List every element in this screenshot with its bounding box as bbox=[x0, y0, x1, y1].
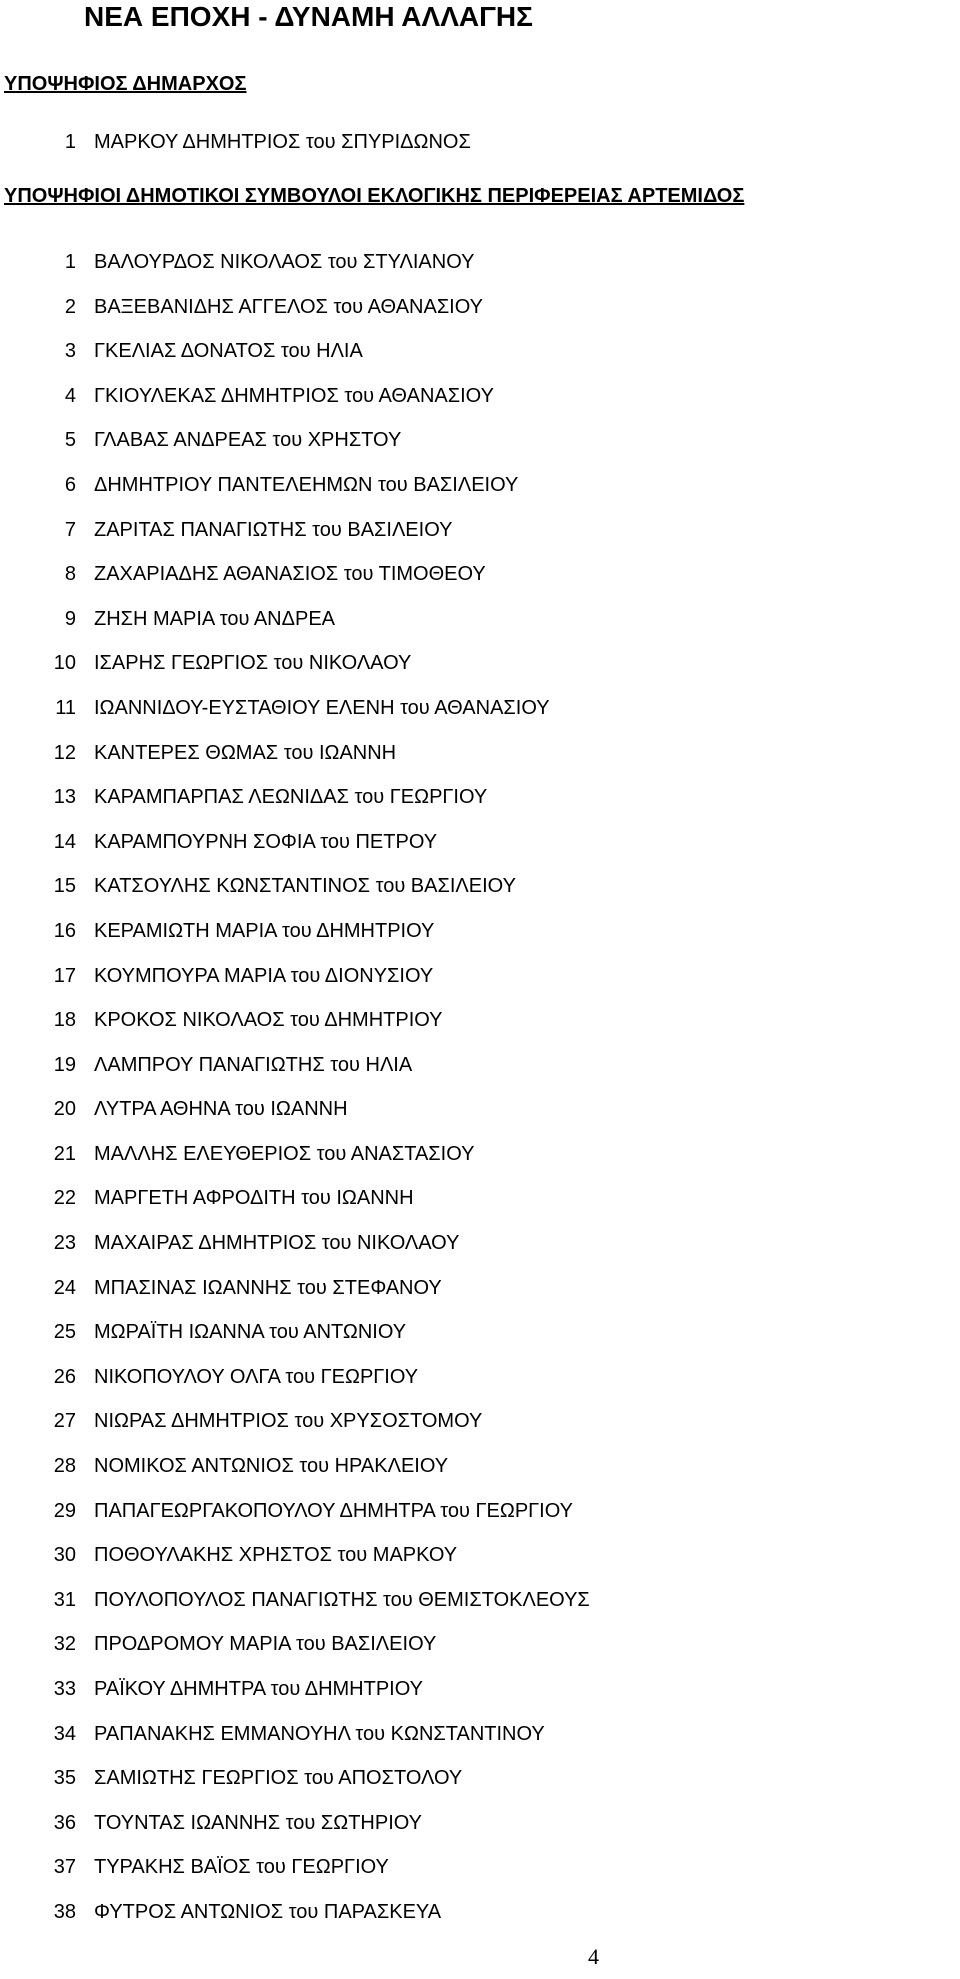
candidate-number: 23 bbox=[53, 1232, 76, 1255]
mayor-section-heading: ΥΠΟΨΗΦΙΟΣ ΔΗΜΑΡΧΟΣ bbox=[4, 73, 247, 95]
council-candidate-row bbox=[0, 1087, 960, 1132]
candidate-name: ΖΗΣΗ ΜΑΡΙΑ του ΑΝΔΡΕΑ bbox=[94, 607, 336, 630]
candidate-number: 15 bbox=[53, 875, 76, 898]
council-candidate-row bbox=[0, 463, 960, 508]
candidate-number: 5 bbox=[64, 429, 76, 452]
candidate-number: 8 bbox=[64, 563, 76, 586]
council-candidate-row bbox=[0, 1043, 960, 1088]
candidate-name: ΜΑΡΚΟΥ ΔΗΜΗΤΡΙΟΣ του ΣΠΥΡΙΔΩΝΟΣ bbox=[94, 131, 471, 153]
candidate-name: ΜΑΡΓΕΤΗ ΑΦΡΟΔΙΤΗ του ΙΩΑΝΝΗ bbox=[94, 1187, 414, 1210]
candidate-number: 6 bbox=[64, 473, 76, 496]
candidate-number: 22 bbox=[53, 1187, 76, 1210]
candidate-name: ΣΑΜΙΩΤΗΣ ΓΕΩΡΓΙΟΣ του ΑΠΟΣΤΟΛΟΥ bbox=[94, 1767, 463, 1790]
candidate-name: ΝΙΩΡΑΣ ΔΗΜΗΤΡΙΟΣ του ΧΡΥΣΟΣΤΟΜΟΥ bbox=[94, 1410, 483, 1433]
council-candidate-row bbox=[0, 1221, 960, 1266]
candidate-number: 7 bbox=[64, 518, 76, 541]
mayor-candidate-row bbox=[0, 120, 471, 164]
council-candidate-row bbox=[0, 1132, 960, 1177]
candidate-name: ΚΕΡΑΜΙΩΤΗ ΜΑΡΙΑ του ΔΗΜΗΤΡΙΟΥ bbox=[94, 919, 435, 942]
council-candidate-row bbox=[0, 1489, 960, 1534]
council-candidate-row bbox=[0, 775, 960, 820]
candidate-name: ΖΑΧΑΡΙΑΔΗΣ ΑΘΑΝΑΣΙΟΣ του ΤΙΜΟΘΕΟΥ bbox=[94, 563, 486, 586]
candidate-name: ΡΑΪΚΟΥ ΔΗΜΗΤΡΑ του ΔΗΜΗΤΡΙΟΥ bbox=[94, 1678, 423, 1700]
candidate-number: 26 bbox=[53, 1365, 76, 1388]
council-candidate-row bbox=[0, 285, 960, 330]
candidate-number: 10 bbox=[53, 652, 76, 675]
candidate-number: 37 bbox=[53, 1856, 76, 1879]
council-candidate-row bbox=[0, 1176, 960, 1221]
candidate-name: ΠΟΥΛΟΠΟΥΛΟΣ ΠΑΝΑΓΙΩΤΗΣ του ΘΕΜΙΣΤΟΚΛΕΟΥΣ bbox=[94, 1588, 590, 1611]
candidate-number: 13 bbox=[53, 786, 76, 809]
council-candidate-row bbox=[0, 1622, 960, 1667]
council-candidate-row bbox=[0, 1667, 960, 1712]
council-candidate-row bbox=[0, 731, 960, 776]
candidate-name: ΒΑΞΕΒΑΝΙΔΗΣ ΑΓΓΕΛΟΣ του ΑΘΑΝΑΣΙΟΥ bbox=[94, 295, 483, 318]
candidate-name: ΛΥΤΡΑ ΑΘΗΝΑ του ΙΩΑΝΝΗ bbox=[94, 1098, 348, 1121]
candidate-number: 17 bbox=[53, 964, 76, 987]
candidate-name: ΚΑΝΤΕΡΕΣ ΘΩΜΑΣ του ΙΩΑΝΝΗ bbox=[94, 741, 397, 764]
council-candidate-row bbox=[0, 508, 960, 553]
candidate-number: 3 bbox=[64, 340, 76, 363]
candidate-number: 1 bbox=[64, 251, 76, 273]
candidate-name: ΤΟΥΝΤΑΣ ΙΩΑΝΝΗΣ του ΣΩΤΗΡΙΟΥ bbox=[94, 1811, 422, 1834]
council-candidate-row bbox=[0, 1801, 960, 1846]
candidate-name: ΝΙΚΟΠΟΥΛΟΥ ΟΛΓΑ του ΓΕΩΡΓΙΟΥ bbox=[94, 1365, 419, 1388]
candidate-name: ΠΑΠΑΓΕΩΡΓΑΚΟΠΟΥΛΟΥ ΔΗΜΗΤΡΑ του ΓΕΩΡΓΙΟΥ bbox=[94, 1499, 573, 1522]
candidate-number: 12 bbox=[53, 741, 76, 764]
council-candidate-row bbox=[0, 552, 960, 597]
council-candidate-row bbox=[0, 240, 960, 285]
council-candidate-row bbox=[0, 1890, 960, 1935]
candidate-number: 19 bbox=[53, 1053, 76, 1076]
candidate-name: ΙΩΑΝΝΙΔΟΥ-ΕΥΣΤΑΘΙΟΥ ΕΛΕΝΗ του ΑΘΑΝΑΣΙΟΥ bbox=[94, 696, 550, 719]
council-candidate-row bbox=[0, 864, 960, 909]
candidate-number: 28 bbox=[53, 1455, 76, 1478]
candidate-number: 24 bbox=[53, 1276, 76, 1299]
candidate-number: 20 bbox=[53, 1098, 76, 1121]
candidate-name: ΡΑΠΑΝΑΚΗΣ ΕΜΜΑΝΟΥΗΛ του ΚΩΝΣΤΑΝΤΙΝΟΥ bbox=[94, 1722, 545, 1745]
council-candidate-row bbox=[0, 998, 960, 1043]
candidate-number: 35 bbox=[53, 1767, 76, 1790]
candidate-name: ΚΟΥΜΠΟΥΡΑ ΜΑΡΙΑ του ΔΙΟΝΥΣΙΟΥ bbox=[94, 964, 434, 987]
council-candidate-row bbox=[0, 909, 960, 954]
candidate-name: ΠΡΟΔΡΟΜΟΥ ΜΑΡΙΑ του ΒΑΣΙΛΕΙΟΥ bbox=[94, 1633, 437, 1656]
council-candidate-row bbox=[0, 1845, 960, 1890]
candidate-name: ΒΑΛΟΥΡΔΟΣ ΝΙΚΟΛΑΟΣ του ΣΤΥΛΙΑΝΟΥ bbox=[94, 251, 475, 273]
candidate-name: ΙΣΑΡΗΣ ΓΕΩΡΓΙΟΣ του ΝΙΚΟΛΑΟΥ bbox=[94, 652, 412, 675]
candidate-number: 9 bbox=[64, 607, 76, 630]
candidate-number: 4 bbox=[64, 384, 76, 407]
candidate-name: ΜΑΛΛΗΣ ΕΛΕΥΘΕΡΙΟΣ του ΑΝΑΣΤΑΣΙΟΥ bbox=[94, 1142, 475, 1165]
council-candidate-list bbox=[0, 240, 960, 1935]
council-candidate-row bbox=[0, 1756, 960, 1801]
candidate-number: 27 bbox=[53, 1410, 76, 1433]
page-number: 4 bbox=[588, 1944, 599, 1969]
council-candidate-row bbox=[0, 1355, 960, 1400]
council-candidate-row bbox=[0, 1533, 960, 1578]
council-section-heading: ΥΠΟΨΗΦΙΟΙ ΔΗΜΟΤΙΚΟΙ ΣΥΜΒΟΥΛΟΙ ΕΚΛΟΓΙΚΗΣ ΠΕΡΙΦΕΡΕΙΑΣ ΑΡΤΕΜΙΔΟΣ bbox=[4, 185, 745, 207]
candidate-name: ΛΑΜΠΡΟΥ ΠΑΝΑΓΙΩΤΗΣ του ΗΛΙΑ bbox=[94, 1053, 413, 1076]
council-candidate-row bbox=[0, 1578, 960, 1623]
council-candidate-row bbox=[0, 820, 960, 865]
candidate-name: ΚΑΤΣΟΥΛΗΣ ΚΩΝΣΤΑΝΤΙΝΟΣ του ΒΑΣΙΛΕΙΟΥ bbox=[94, 875, 516, 898]
council-candidate-row bbox=[0, 954, 960, 999]
council-candidate-row bbox=[0, 641, 960, 686]
candidate-number: 30 bbox=[53, 1544, 76, 1567]
candidate-name: ΜΑΧΑΙΡΑΣ ΔΗΜΗΤΡΙΟΣ του ΝΙΚΟΛΑΟΥ bbox=[94, 1232, 460, 1255]
candidate-number: 38 bbox=[53, 1900, 76, 1923]
council-candidate-row bbox=[0, 1712, 960, 1757]
candidate-name: ΠΟΘΟΥΛΑΚΗΣ ΧΡΗΣΤΟΣ του ΜΑΡΚΟΥ bbox=[94, 1544, 458, 1567]
candidate-number: 14 bbox=[53, 830, 76, 853]
candidate-name: ΚΑΡΑΜΠΟΥΡΝΗ ΣΟΦΙΑ του ΠΕΤΡΟΥ bbox=[94, 830, 438, 853]
candidate-name: ΓΚΕΛΙΑΣ ΔΟΝΑΤΟΣ του ΗΛΙΑ bbox=[94, 340, 363, 363]
council-candidate-row bbox=[0, 1444, 960, 1489]
candidate-number: 16 bbox=[53, 919, 76, 942]
candidate-name: ΔΗΜΗΤΡΙΟΥ ΠΑΝΤΕΛΕΗΜΩΝ του ΒΑΣΙΛΕΙΟΥ bbox=[94, 473, 519, 496]
council-candidate-row bbox=[0, 374, 960, 419]
candidate-number: 21 bbox=[53, 1142, 76, 1165]
council-candidate-row bbox=[0, 686, 960, 731]
candidate-name: ΜΩΡΑΪΤΗ ΙΩΑΝΝΑ του ΑΝΤΩΝΙΟΥ bbox=[94, 1321, 407, 1344]
candidate-number: 18 bbox=[53, 1009, 76, 1032]
candidate-number: 25 bbox=[53, 1321, 76, 1344]
candidate-number: 33 bbox=[53, 1678, 76, 1700]
candidate-number: 1 bbox=[64, 131, 76, 153]
candidate-name: ΚΑΡΑΜΠΑΡΠΑΣ ΛΕΩΝΙΔΑΣ του ΓΕΩΡΓΙΟΥ bbox=[94, 786, 488, 809]
candidate-name: ΝΟΜΙΚΟΣ ΑΝΤΩΝΙΟΣ του ΗΡΑΚΛΕΙΟΥ bbox=[94, 1455, 449, 1478]
council-candidate-row bbox=[0, 1399, 960, 1444]
candidate-name: ΜΠΑΣΙΝΑΣ ΙΩΑΝΝΗΣ του ΣΤΕΦΑΝΟΥ bbox=[94, 1276, 442, 1299]
candidate-number: 11 bbox=[55, 696, 76, 719]
candidate-number: 36 bbox=[53, 1811, 76, 1834]
council-candidate-row bbox=[0, 1310, 960, 1355]
candidate-number: 29 bbox=[53, 1499, 76, 1522]
council-candidate-row bbox=[0, 1266, 960, 1311]
candidate-name: ΖΑΡΙΤΑΣ ΠΑΝΑΓΙΩΤΗΣ του ΒΑΣΙΛΕΙΟΥ bbox=[94, 518, 453, 541]
candidate-number: 31 bbox=[53, 1588, 76, 1611]
document-title: ΝΕΑ ΕΠΟΧΗ - ΔΥΝΑΜΗ ΑΛΛΑΓΗΣ bbox=[84, 1, 533, 32]
council-candidate-row bbox=[0, 418, 960, 463]
candidate-number: 2 bbox=[64, 295, 76, 318]
candidate-name: ΓΚΙΟΥΛΕΚΑΣ ΔΗΜΗΤΡΙΟΣ του ΑΘΑΝΑΣΙΟΥ bbox=[94, 384, 494, 407]
candidate-name: ΓΛΑΒΑΣ ΑΝΔΡΕΑΣ του ΧΡΗΣΤΟΥ bbox=[94, 429, 402, 452]
council-candidate-row bbox=[0, 329, 960, 374]
candidate-name: ΤΥΡΑΚΗΣ ΒΑΪΟΣ του ΓΕΩΡΓΙΟΥ bbox=[94, 1856, 389, 1879]
candidate-name: ΚΡΟΚΟΣ ΝΙΚΟΛΑΟΣ του ΔΗΜΗΤΡΙΟΥ bbox=[94, 1009, 443, 1032]
candidate-name: ΦΥΤΡΟΣ ΑΝΤΩΝΙΟΣ του ΠΑΡΑΣΚΕΥΑ bbox=[94, 1900, 442, 1923]
candidate-number: 32 bbox=[53, 1633, 76, 1656]
candidate-number: 34 bbox=[53, 1722, 76, 1745]
council-candidate-row bbox=[0, 597, 960, 642]
